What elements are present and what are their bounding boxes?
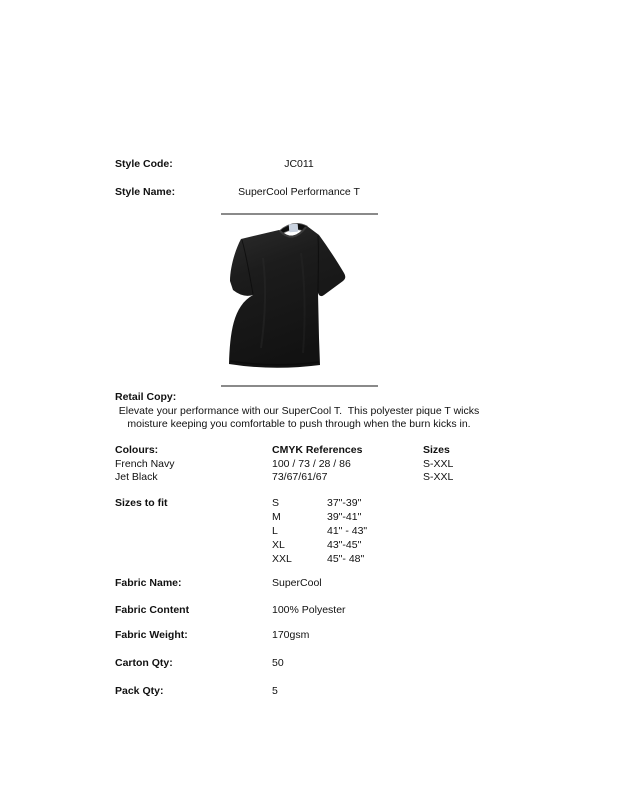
tshirt-neck-label (289, 224, 299, 233)
colour-row-sizes: S-XXL (423, 471, 454, 483)
fabric-weight-value: 170gsm (272, 629, 310, 641)
carton-qty-label: Carton Qty: (115, 657, 173, 669)
fabric-content-label: Fabric Content (115, 604, 190, 616)
colour-row-cmyk: 100 / 73 / 28 / 86 (272, 458, 351, 470)
fabric-weight-label: Fabric Weight: (115, 629, 188, 641)
size-row-range: 37"-39" (327, 497, 362, 509)
size-row-range: 41" - 43" (327, 525, 368, 537)
carton-qty-value: 50 (272, 657, 284, 669)
black-tshirt-photo (203, 218, 403, 383)
style-code-label: Style Code: (115, 158, 173, 170)
colour-row-sizes: S-XXL (423, 458, 454, 470)
divider-top (221, 213, 378, 215)
tshirt-body (229, 226, 345, 368)
colour-row-cmyk: 73/67/61/67 (272, 471, 328, 483)
fabric-name-label: Fabric Name: (115, 577, 182, 589)
sizes-header: Sizes (423, 444, 450, 456)
sizes-to-fit-label: Sizes to fit (115, 497, 168, 509)
size-row-size: XL (272, 539, 285, 551)
style-name-value: SuperCool Performance T (238, 186, 360, 198)
retail-copy-line-1: Elevate your performance with our SuperCool T. This polyester pique T wicks (118, 405, 480, 417)
style-name-label: Style Name: (115, 186, 176, 198)
size-row-size: L (272, 525, 278, 537)
product-image (203, 218, 403, 383)
colour-row-name: Jet Black (115, 471, 158, 483)
size-row-range: 45"- 48" (327, 553, 365, 565)
fabric-content-value: 100% Polyester (272, 604, 346, 616)
divider-bottom (221, 385, 378, 387)
colours-header: Colours: (115, 444, 159, 456)
retail-copy-line-2: moisture keeping you comfortable to push through when the burn kicks in. (127, 418, 471, 430)
retail-copy-label: Retail Copy: (115, 391, 177, 403)
colour-row-name: French Navy (115, 458, 175, 470)
style-code-value: JC011 (284, 158, 314, 170)
size-row-range: 39"-41" (327, 511, 362, 523)
fabric-name-value: SuperCool (272, 577, 322, 589)
size-row-size: M (272, 511, 281, 523)
pack-qty-label: Pack Qty: (115, 685, 164, 697)
size-row-size: S (272, 497, 280, 509)
cmyk-header: CMYK References (272, 444, 363, 456)
size-row-size: XXL (272, 553, 292, 565)
pack-qty-value: 5 (272, 685, 278, 697)
size-row-range: 43"-45" (327, 539, 362, 551)
